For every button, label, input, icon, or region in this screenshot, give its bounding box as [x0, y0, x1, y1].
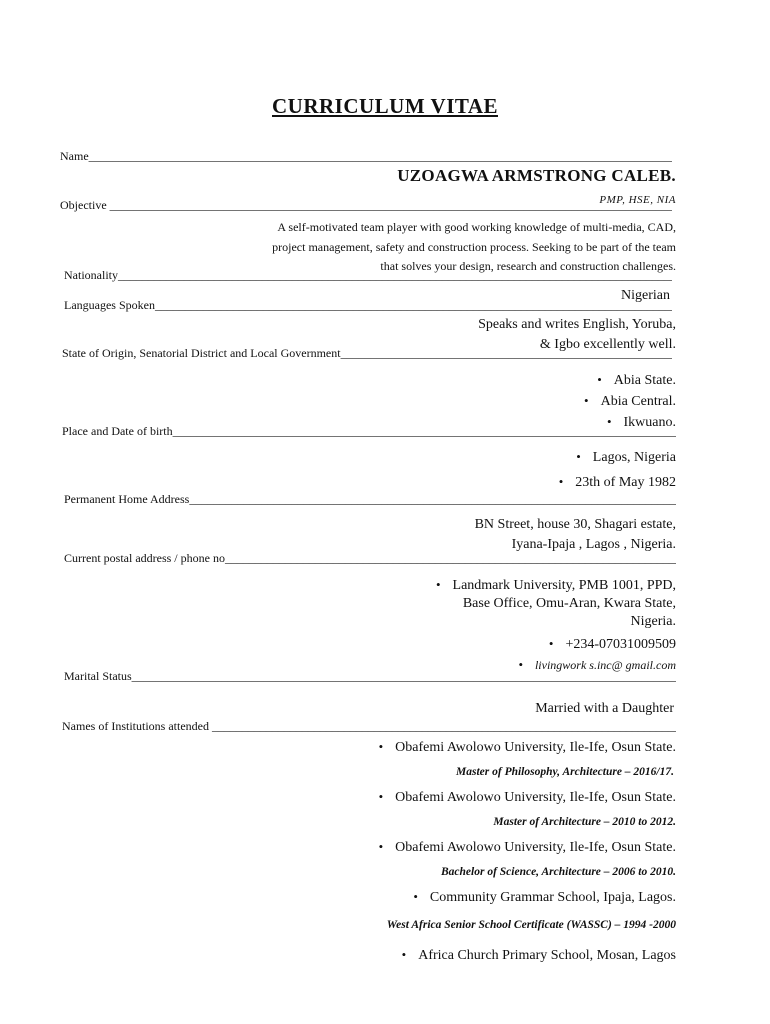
institution-degree: West Africa Senior School Certificate (WASSC) – 1994 -2000 [386, 919, 676, 931]
phone-number: • +234-07031009509 [436, 635, 676, 654]
birth-date: • 23th of May 1982 [559, 472, 676, 493]
marital-label: Marital Status _____ [64, 669, 676, 684]
home-address-label: Permanent Home Address _____ [64, 492, 676, 507]
postal-value: • Landmark University, PMB 1001, PPD, Base Office, Omu-Aran, Kwara State, Nigeria. • +234-07031009509 • livingwork s.inc@ gmail.com [436, 576, 676, 674]
institution-item: • Obafemi Awolowo University, Ile-Ife, Osun State. [379, 837, 676, 858]
home-address-value: BN Street, house 30, Shagari estate, Iyana-Ipaja , Lagos , Nigeria. [474, 517, 676, 552]
nationality-value: Nigerian [621, 288, 670, 303]
objective-text: A self-motivated team player with good working knowledge of multi-media, CAD, project management, safety and construction process. Seeking to be part of the team that solves your design, research and construction challenges. [272, 220, 676, 273]
name-label: Name _____ [60, 149, 672, 164]
birth-label: Place and Date of birth _____ [62, 424, 676, 439]
languages-value: Speaks and writes English, Yoruba, & Igbo excellently well. [478, 317, 676, 352]
page-title: CURRICULUM VITAE [272, 94, 498, 118]
birth-place: • Lagos, Nigeria [576, 447, 676, 468]
postal-label: Current postal address / phone no _____ [64, 551, 676, 566]
credentials: PMP, HSE, NIA [599, 194, 676, 206]
institution-item: • Obafemi Awolowo University, Ile-Ife, Osun State. [379, 787, 676, 808]
origin-state: • Abia State. [584, 370, 676, 391]
origin-district: • Abia Central. [584, 391, 676, 412]
applicant-name: UZOAGWA ARMSTRONG CALEB. [397, 166, 676, 185]
origin-lga: • Ikwuano. [584, 412, 676, 433]
email-address: • livingwork s.inc@ gmail.com [436, 656, 676, 674]
nationality-label: Nationality _____ [64, 268, 672, 283]
institution-degree: Bachelor of Science, Architecture – 2006 to 2010. [441, 866, 676, 878]
objective-label: Objective _____ [60, 198, 672, 213]
institution-item: • Africa Church Primary School, Mosan, Lagos [402, 945, 676, 966]
institution-degree: Master of Architecture – 2010 to 2012. [493, 816, 676, 828]
origin-label: State of Origin, Senatorial District and Local Government _____ [62, 346, 672, 361]
marital-value: Married with a Daughter [535, 701, 674, 716]
languages-label: Languages Spoken _____ [64, 298, 672, 313]
institution-item: • Obafemi Awolowo University, Ile-Ife, Osun State. [379, 737, 676, 758]
institutions-label: Names of Institutions attended _____ [62, 719, 676, 734]
institution-item: • Community Grammar School, Ipaja, Lagos. [413, 887, 676, 908]
institution-degree: Master of Philosophy, Architecture – 2016/17. [456, 766, 674, 778]
